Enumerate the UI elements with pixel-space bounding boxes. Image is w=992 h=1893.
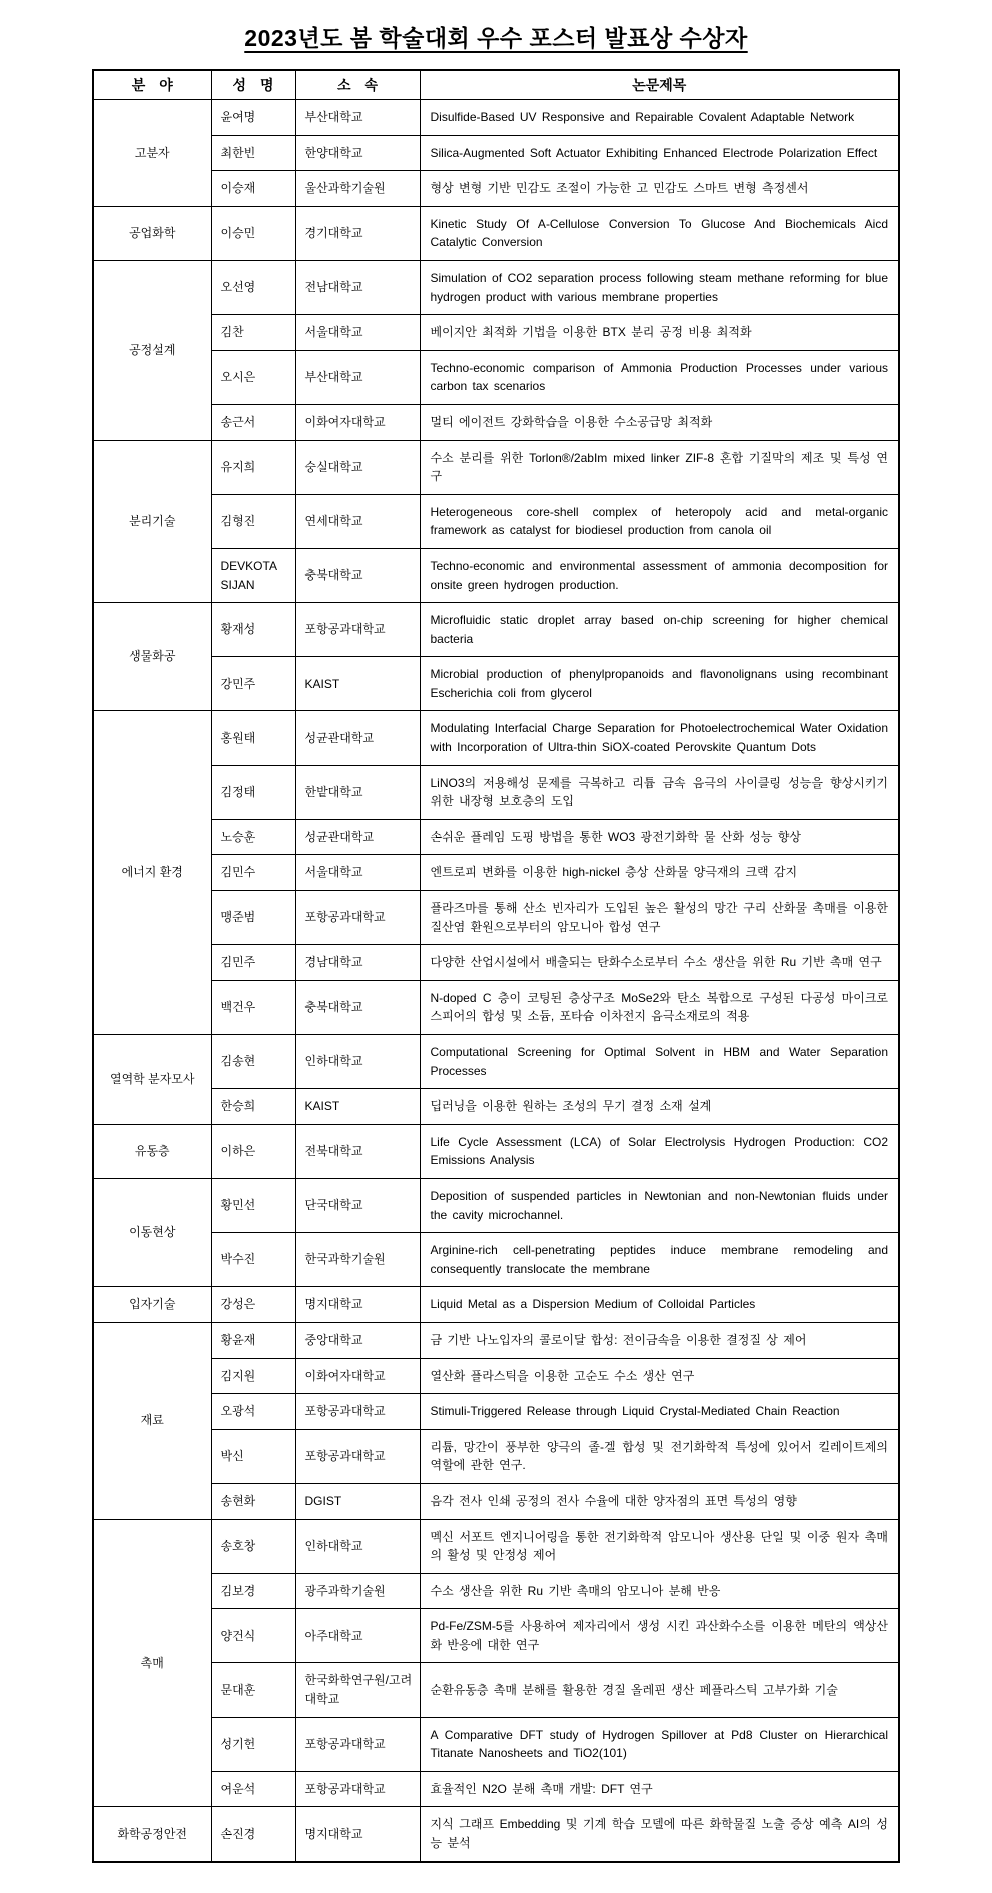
affiliation-cell: 명지대학교 — [295, 1287, 420, 1323]
table-row — [93, 1771, 899, 1807]
affiliation-cell: 포항공과대학교 — [295, 1394, 420, 1430]
affiliation-cell: 포항공과대학교 — [295, 603, 420, 657]
table-row — [93, 548, 899, 602]
table-row — [93, 945, 899, 981]
winner-name-cell: DEVKOTA SIJAN — [211, 548, 295, 602]
affiliation-cell: 성균관대학교 — [295, 819, 420, 855]
affiliation-cell: 연세대학교 — [295, 494, 420, 548]
winner-name-cell: 김찬 — [211, 315, 295, 351]
affiliation-cell: 이화여자대학교 — [295, 1358, 420, 1394]
table-row — [93, 891, 899, 945]
table-row — [93, 1519, 899, 1573]
table-row — [93, 980, 899, 1034]
paper-title-cell: 베이지안 최적화 기법을 이용한 BTX 분리 공정 비용 최적화 — [420, 315, 899, 351]
affiliation-cell: 인하대학교 — [295, 1519, 420, 1573]
paper-title-cell: Deposition of suspended particles in Newtonian and non-Newtonian fluids under the cavity microchannel. — [420, 1178, 899, 1232]
paper-title-cell: 수소 생산을 위한 Ru 기반 촉매의 암모니아 분해 반응 — [420, 1573, 899, 1609]
affiliation-cell: 경남대학교 — [295, 945, 420, 981]
paper-title-cell: Liquid Metal as a Dispersion Medium of Colloidal Particles — [420, 1287, 899, 1323]
winner-name-cell: 최한빈 — [211, 135, 295, 171]
table-row — [93, 206, 899, 260]
field-cell: 입자기술 — [93, 1287, 211, 1323]
paper-title-cell: Heterogeneous core-shell complex of heteropoly acid and metal-organic framework as catalyst for biodiesel production from canola oil — [420, 494, 899, 548]
affiliation-cell: 한밭대학교 — [295, 765, 420, 819]
winner-name-cell: 이하은 — [211, 1124, 295, 1178]
winners-table-body — [93, 100, 899, 1862]
winner-name-cell: 손진경 — [211, 1807, 295, 1862]
column-header-name: 성 명 — [211, 70, 295, 100]
table-row — [93, 1573, 899, 1609]
table-row — [93, 819, 899, 855]
table-row — [93, 350, 899, 404]
affiliation-cell: 경기대학교 — [295, 206, 420, 260]
winner-name-cell: 유지희 — [211, 440, 295, 494]
affiliation-cell: 포항공과대학교 — [295, 1771, 420, 1807]
winner-name-cell: 강민주 — [211, 657, 295, 711]
table-row — [93, 765, 899, 819]
field-cell: 생물화공 — [93, 603, 211, 711]
winner-name-cell: 송현화 — [211, 1483, 295, 1519]
paper-title-cell: Techno-economic comparison of Ammonia Production Processes under various carbon tax scenarios — [420, 350, 899, 404]
affiliation-cell: 아주대학교 — [295, 1609, 420, 1663]
winner-name-cell: 문대훈 — [211, 1663, 295, 1717]
affiliation-cell: 포항공과대학교 — [295, 1429, 420, 1483]
affiliation-cell: 광주과학기술원 — [295, 1573, 420, 1609]
paper-title-cell: 형상 변형 기반 민감도 조절이 가능한 고 민감도 스마트 변형 측정센서 — [420, 171, 899, 207]
affiliation-cell: 서울대학교 — [295, 855, 420, 891]
paper-title-cell: N-doped C 층이 코팅된 층상구조 MoSe2와 탄소 복합으로 구성된 다공성 마이크로스피어의 합성 및 소듐, 포타슘 이차전지 음극소재로의 적용 — [420, 980, 899, 1034]
table-row — [93, 855, 899, 891]
field-cell: 재료 — [93, 1322, 211, 1519]
paper-title-cell: 수소 분리를 위한 Torlon®/2abIm mixed linker ZIF-8 혼합 기질막의 제조 및 특성 연구 — [420, 440, 899, 494]
winner-name-cell: 박수진 — [211, 1233, 295, 1287]
column-header-field: 분 야 — [93, 70, 211, 100]
winner-name-cell: 홍원태 — [211, 711, 295, 765]
field-cell: 고분자 — [93, 100, 211, 207]
affiliation-cell: 포항공과대학교 — [295, 1717, 420, 1771]
winner-name-cell: 이승재 — [211, 171, 295, 207]
table-row — [93, 440, 899, 494]
affiliation-cell: 한국과학기술원 — [295, 1233, 420, 1287]
affiliation-cell: DGIST — [295, 1483, 420, 1519]
winner-name-cell: 여운석 — [211, 1771, 295, 1807]
winner-name-cell: 김민주 — [211, 945, 295, 981]
affiliation-cell: 한양대학교 — [295, 135, 420, 171]
table-row — [93, 1358, 899, 1394]
winner-name-cell: 송근서 — [211, 404, 295, 440]
affiliation-cell: KAIST — [295, 657, 420, 711]
table-row — [93, 1663, 899, 1717]
field-cell: 에너지 환경 — [93, 711, 211, 1035]
column-header-affiliation: 소 속 — [295, 70, 420, 100]
table-row — [93, 1124, 899, 1178]
table-row — [93, 135, 899, 171]
field-cell: 이동현상 — [93, 1178, 211, 1286]
paper-title-cell: Disulfide-Based UV Responsive and Repairable Covalent Adaptable Network — [420, 100, 899, 136]
winner-name-cell: 김형진 — [211, 494, 295, 548]
affiliation-cell: 부산대학교 — [295, 350, 420, 404]
table-row — [93, 1609, 899, 1663]
winner-name-cell: 김지원 — [211, 1358, 295, 1394]
field-cell: 공정설계 — [93, 260, 211, 440]
paper-title-cell: 열산화 플라스틱을 이용한 고순도 수소 생산 연구 — [420, 1358, 899, 1394]
affiliation-cell: 이화여자대학교 — [295, 404, 420, 440]
affiliation-cell: 명지대학교 — [295, 1807, 420, 1862]
table-row — [93, 1089, 899, 1125]
paper-title-cell: Microbial production of phenylpropanoids and flavonolignans using recombinant Escherichia coli from glycerol — [420, 657, 899, 711]
paper-title-cell: A Comparative DFT study of Hydrogen Spillover at Pd8 Cluster on Hierarchical Titanate Nanosheets and TiO2(101) — [420, 1717, 899, 1771]
affiliation-cell: 성균관대학교 — [295, 711, 420, 765]
winner-name-cell: 박신 — [211, 1429, 295, 1483]
winner-name-cell: 한승희 — [211, 1089, 295, 1125]
affiliation-cell: 서울대학교 — [295, 315, 420, 351]
winner-name-cell: 성기헌 — [211, 1717, 295, 1771]
paper-title-cell: Life Cycle Assessment (LCA) of Solar Electrolysis Hydrogen Production: CO2 Emissions Analysis — [420, 1124, 899, 1178]
winner-name-cell: 김송현 — [211, 1035, 295, 1089]
paper-title-cell: 멕신 서포트 엔지니어링을 통한 전기화학적 암모니아 생산용 단일 및 이중 원자 촉매의 활성 및 안정성 제어 — [420, 1519, 899, 1573]
table-row — [93, 404, 899, 440]
paper-title-cell: 다양한 산업시설에서 배출되는 탄화수소로부터 수소 생산을 위한 Ru 기반 촉매 연구 — [420, 945, 899, 981]
table-header-row — [93, 70, 899, 100]
winner-name-cell: 오선영 — [211, 260, 295, 314]
page-title: 2023년도 봄 학술대회 우수 포스터 발표상 수상자 — [244, 25, 748, 51]
winner-name-cell: 노승훈 — [211, 819, 295, 855]
table-row — [93, 100, 899, 136]
affiliation-cell: 충북대학교 — [295, 548, 420, 602]
table-row — [93, 603, 899, 657]
paper-title-cell: 지식 그래프 Embedding 및 기계 학습 모델에 따른 화학물질 노출 증상 예측 AI의 성능 분석 — [420, 1807, 899, 1862]
field-cell: 공업화학 — [93, 206, 211, 260]
table-row — [93, 171, 899, 207]
paper-title-cell: Simulation of CO2 separation process following steam methane reforming for blue hydrogen product with various membrane properties — [420, 260, 899, 314]
table-row — [93, 1429, 899, 1483]
table-row — [93, 315, 899, 351]
winner-name-cell: 김정태 — [211, 765, 295, 819]
winner-name-cell: 송호창 — [211, 1519, 295, 1573]
winner-name-cell: 강성은 — [211, 1287, 295, 1323]
paper-title-cell: Stimuli-Triggered Release through Liquid Crystal-Mediated Chain Reaction — [420, 1394, 899, 1430]
paper-title-cell: 리튬, 망간이 풍부한 양극의 졸-겔 합성 및 전기화학적 특성에 있어서 킬레이트제의 역할에 관한 연구. — [420, 1429, 899, 1483]
field-cell: 유동층 — [93, 1124, 211, 1178]
affiliation-cell: 포항공과대학교 — [295, 891, 420, 945]
affiliation-cell: 인하대학교 — [295, 1035, 420, 1089]
field-cell: 분리기술 — [93, 440, 211, 603]
column-header-paper-title: 논문제목 — [420, 70, 899, 100]
paper-title-cell: 엔트로피 변화를 이용한 high-nickel 층상 산화물 양극재의 크랙 감지 — [420, 855, 899, 891]
paper-title-cell: Computational Screening for Optimal Solvent in HBM and Water Separation Processes — [420, 1035, 899, 1089]
table-row — [93, 1035, 899, 1089]
winner-name-cell: 오시은 — [211, 350, 295, 404]
table-row — [93, 711, 899, 765]
affiliation-cell: 전남대학교 — [295, 260, 420, 314]
paper-title-cell: Modulating Interfacial Charge Separation for Photoelectrochemical Water Oxidation with Incorporation of Ultra-thin SiOX-coated Perovskite Quantum Dots — [420, 711, 899, 765]
table-row — [93, 1717, 899, 1771]
winner-name-cell: 김민수 — [211, 855, 295, 891]
winner-name-cell: 황윤재 — [211, 1322, 295, 1358]
table-row — [93, 1483, 899, 1519]
paper-title-cell: Silica-Augmented Soft Actuator Exhibiting Enhanced Electrode Polarization Effect — [420, 135, 899, 171]
table-row — [93, 1287, 899, 1323]
paper-title-cell: Arginine-rich cell-penetrating peptides induce membrane remodeling and consequently translocate the membrane — [420, 1233, 899, 1287]
winner-name-cell: 백건우 — [211, 980, 295, 1034]
paper-title-cell: 손쉬운 플레임 도핑 방법을 통한 WO3 광전기화학 물 산화 성능 향상 — [420, 819, 899, 855]
paper-title-cell: Microfluidic static droplet array based on-chip screening for higher chemical bacteria — [420, 603, 899, 657]
table-row — [93, 1394, 899, 1430]
affiliation-cell: KAIST — [295, 1089, 420, 1125]
paper-title-cell: Kinetic Study Of A-Cellulose Conversion To Glucose And Biochemicals Aicd Catalytic Conversion — [420, 206, 899, 260]
winner-name-cell: 황민선 — [211, 1178, 295, 1232]
winner-name-cell: 이승민 — [211, 206, 295, 260]
affiliation-cell: 울산과학기술원 — [295, 171, 420, 207]
affiliation-cell: 한국화학연구원/고려대학교 — [295, 1663, 420, 1717]
winner-name-cell: 윤여명 — [211, 100, 295, 136]
paper-title-cell: Pd-Fe/ZSM-5를 사용하여 제자리에서 생성 시킨 과산화수소를 이용한 메탄의 액상산화 반응에 대한 연구 — [420, 1609, 899, 1663]
table-row — [93, 260, 899, 314]
affiliation-cell: 숭실대학교 — [295, 440, 420, 494]
paper-title-cell: 멀티 에이전트 강화학습을 이용한 수소공급망 최적화 — [420, 404, 899, 440]
affiliation-cell: 전북대학교 — [295, 1124, 420, 1178]
paper-title-cell: 금 기반 나노입자의 콜로이달 합성: 전이금속을 이용한 결정질 상 제어 — [420, 1322, 899, 1358]
paper-title-cell: 딥러닝을 이용한 원하는 조성의 무기 결정 소재 설계 — [420, 1089, 899, 1125]
winner-name-cell: 황재성 — [211, 603, 295, 657]
affiliation-cell: 단국대학교 — [295, 1178, 420, 1232]
paper-title-cell: 음각 전사 인쇄 공정의 전사 수율에 대한 양자점의 표면 특성의 영향 — [420, 1483, 899, 1519]
paper-title-cell: LiNO3의 저용해성 문제를 극복하고 리튬 금속 음극의 사이클링 성능을 향상시키기 위한 내장형 보호층의 도입 — [420, 765, 899, 819]
paper-title-cell: Techno-economic and environmental assessment of ammonia decomposition for onsite green hydrogen production. — [420, 548, 899, 602]
field-cell: 열역학 분자모사 — [93, 1035, 211, 1125]
affiliation-cell: 중앙대학교 — [295, 1322, 420, 1358]
affiliation-cell: 부산대학교 — [295, 100, 420, 136]
table-row — [93, 657, 899, 711]
winners-table — [92, 69, 900, 1863]
field-cell: 화학공정안전 — [93, 1807, 211, 1862]
table-row — [93, 1233, 899, 1287]
winner-name-cell: 맹준범 — [211, 891, 295, 945]
table-row — [93, 494, 899, 548]
table-row — [93, 1322, 899, 1358]
paper-title-cell: 효율적인 N2O 분해 촉매 개발: DFT 연구 — [420, 1771, 899, 1807]
winner-name-cell: 김보경 — [211, 1573, 295, 1609]
paper-title-cell: 순환유동층 촉매 분해를 활용한 경질 올레핀 생산 페플라스틱 고부가화 기술 — [420, 1663, 899, 1717]
winner-name-cell: 오광석 — [211, 1394, 295, 1430]
affiliation-cell: 충북대학교 — [295, 980, 420, 1034]
table-row — [93, 1807, 899, 1862]
table-row — [93, 1178, 899, 1232]
field-cell: 촉매 — [93, 1519, 211, 1807]
paper-title-cell: 플라즈마를 통해 산소 빈자리가 도입된 높은 활성의 망간 구리 산화물 촉매를 이용한 질산염 환원으로부터의 암모니아 합성 연구 — [420, 891, 899, 945]
winner-name-cell: 양건식 — [211, 1609, 295, 1663]
